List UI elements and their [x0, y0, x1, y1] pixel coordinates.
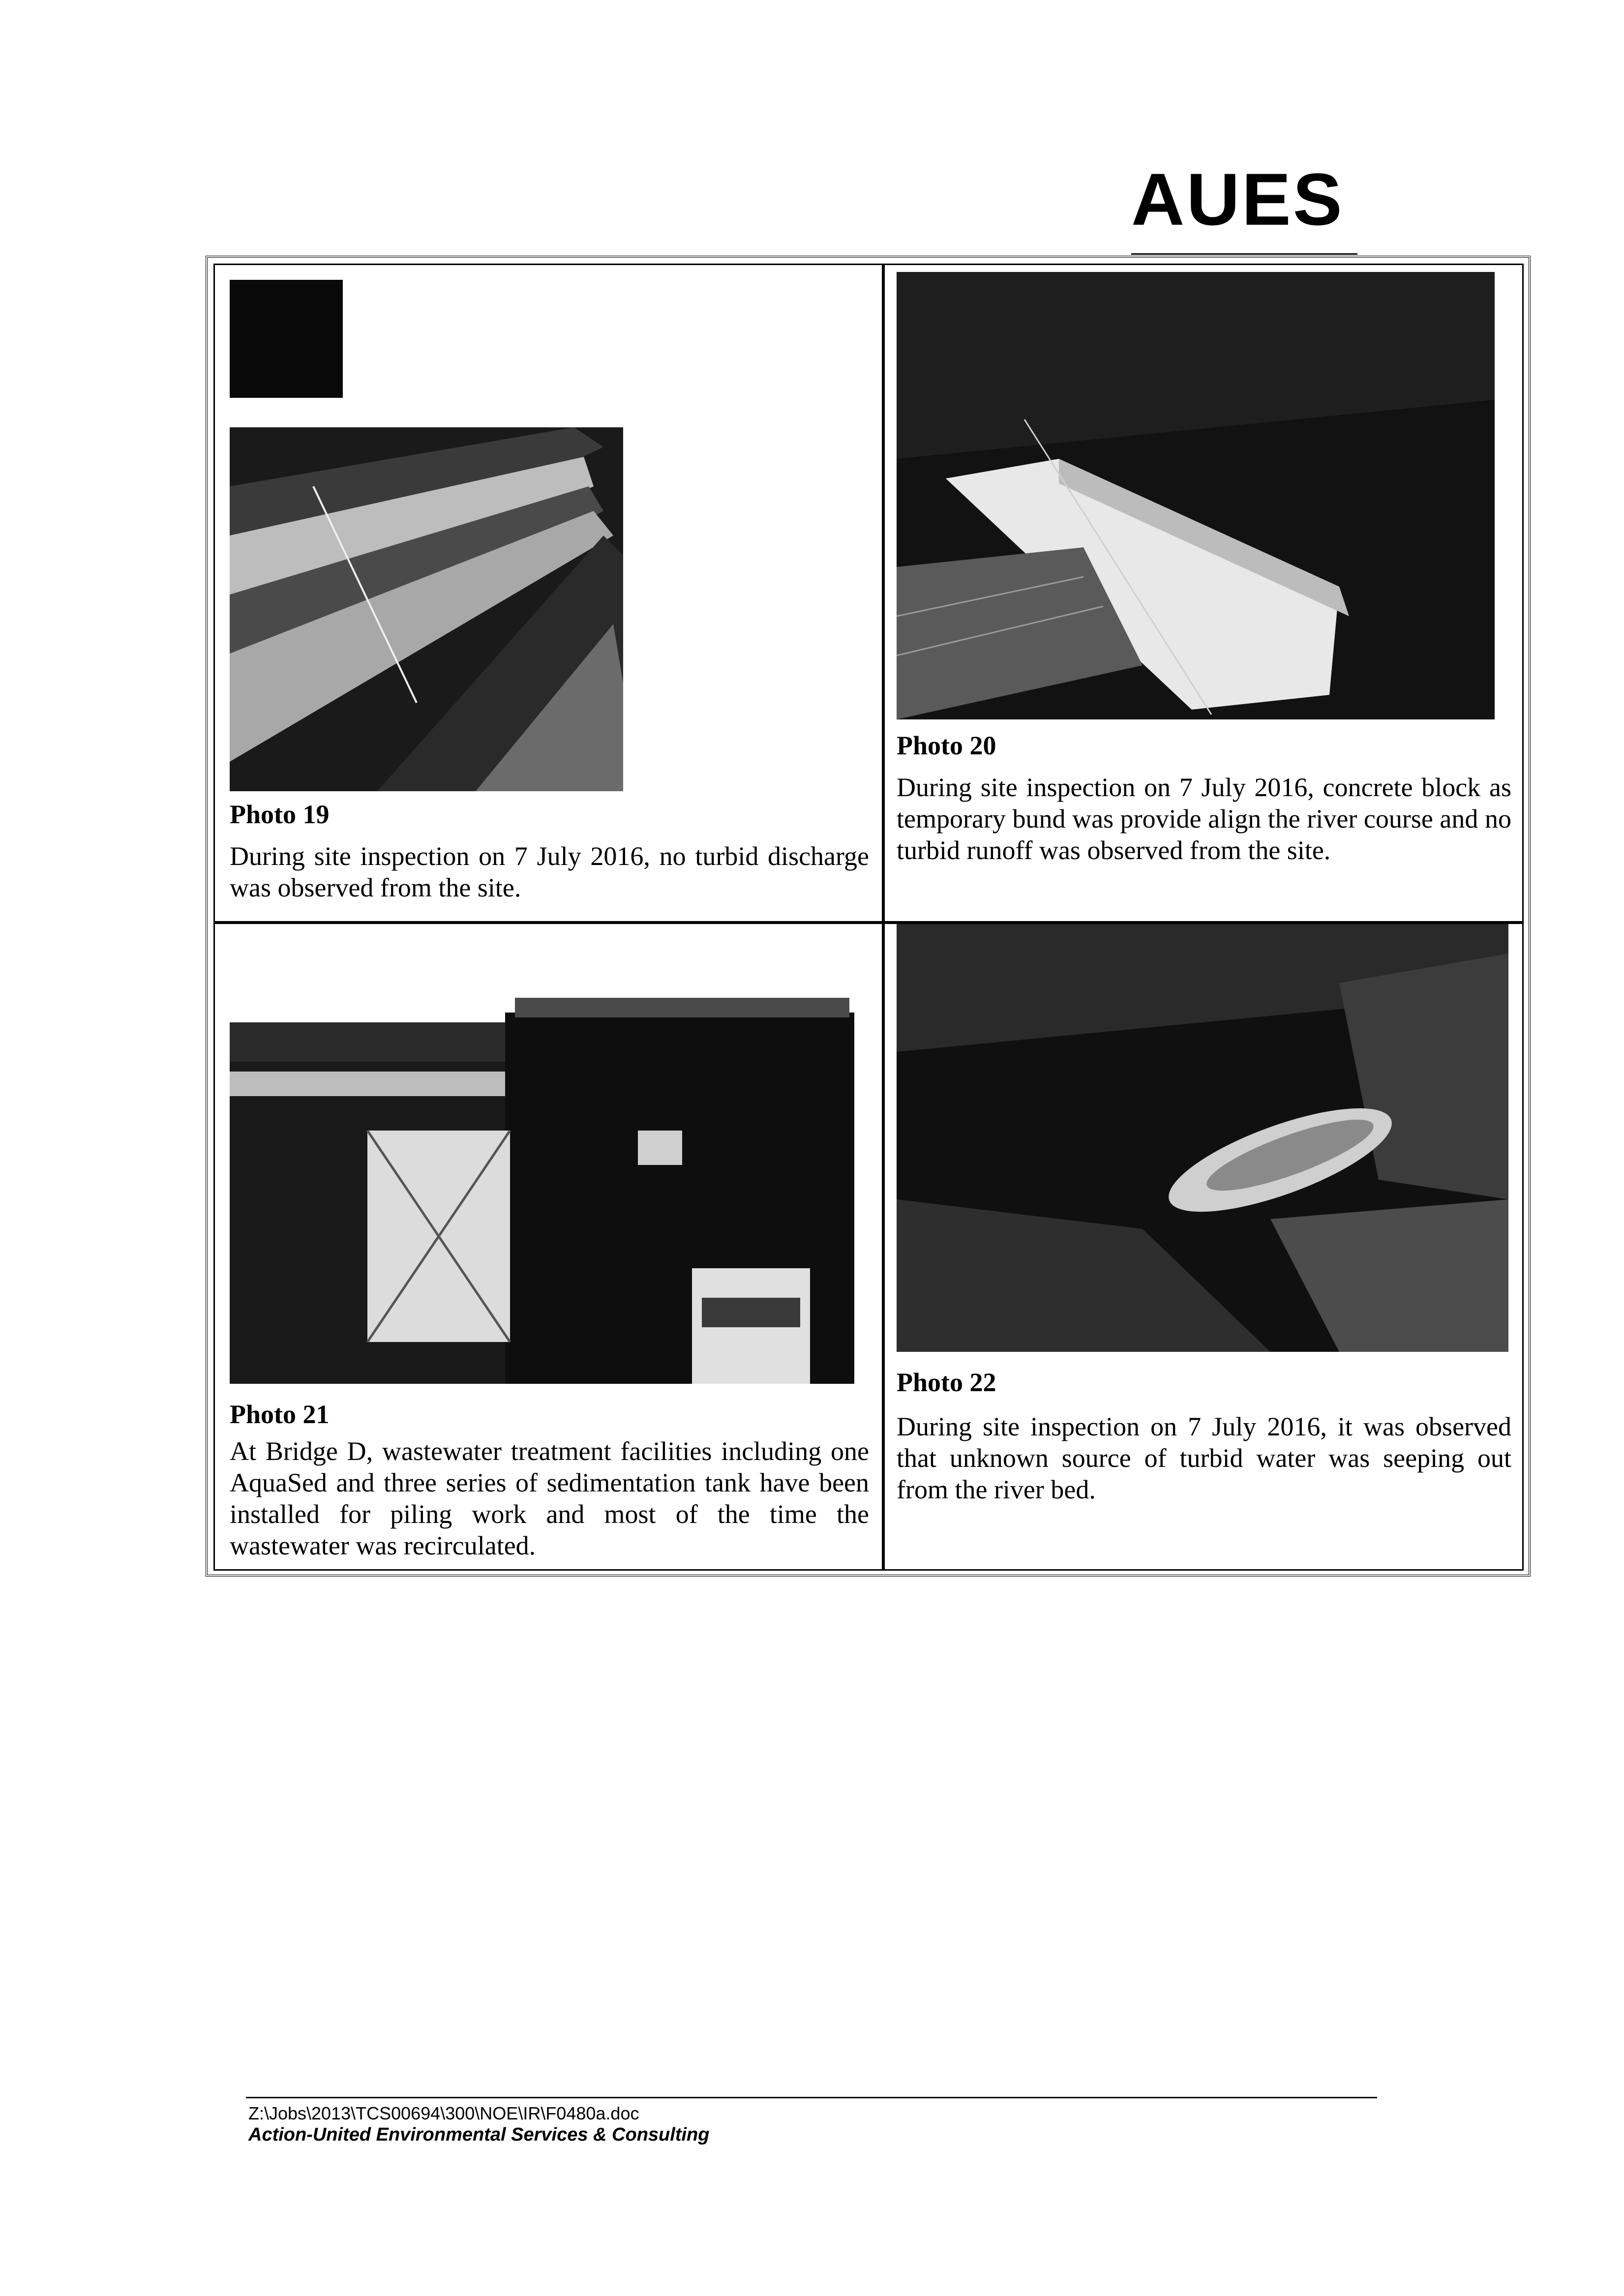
photo-cell-22 — [883, 923, 1524, 1571]
photo-22-image — [897, 924, 1508, 1352]
photo-20-caption: During site inspection on 7 July 2016, concrete block as temporary bund was provide align the river course and no turbid runoff was observed from the site. — [897, 773, 1511, 865]
photo-cell-21 — [213, 923, 883, 1571]
footer-divider — [246, 2097, 1377, 2098]
photo-19-title: Photo 19 — [230, 800, 330, 829]
photo-20-image — [897, 272, 1495, 719]
photo-22-title: Photo 22 — [897, 1368, 996, 1397]
logo-underline — [1131, 253, 1357, 255]
footer-file-path: Z:\Jobs\2013\TCS00694\300\NOE\IR\F0480a.doc — [248, 2103, 639, 2123]
company-logo: AUES — [1131, 158, 1344, 240]
photo-22-caption: During site inspection on 7 July 2016, it was observed that unknown source of turbid water was seeping out from the river bed. — [897, 1412, 1511, 1504]
photo-21-caption: At Bridge D, wastewater treatment facilities including one AquaSed and three series of sedimentation tank have been installed for piling work and most of the time the wastewater was recirculated. — [230, 1436, 869, 1560]
photo-cell-20 — [883, 264, 1524, 923]
photo-cell-19 — [213, 264, 883, 923]
photo-19-image — [230, 280, 623, 791]
photo-table — [206, 256, 1531, 1577]
photo-21-image — [230, 924, 854, 1384]
photo-21-title: Photo 21 — [230, 1400, 330, 1429]
photo-20-title: Photo 20 — [897, 731, 996, 760]
footer-company-name: Action-United Environmental Services & Consulting — [248, 2124, 710, 2145]
photo-19-caption: During site inspection on 7 July 2016, no turbid discharge was observed from the site. — [230, 841, 869, 902]
